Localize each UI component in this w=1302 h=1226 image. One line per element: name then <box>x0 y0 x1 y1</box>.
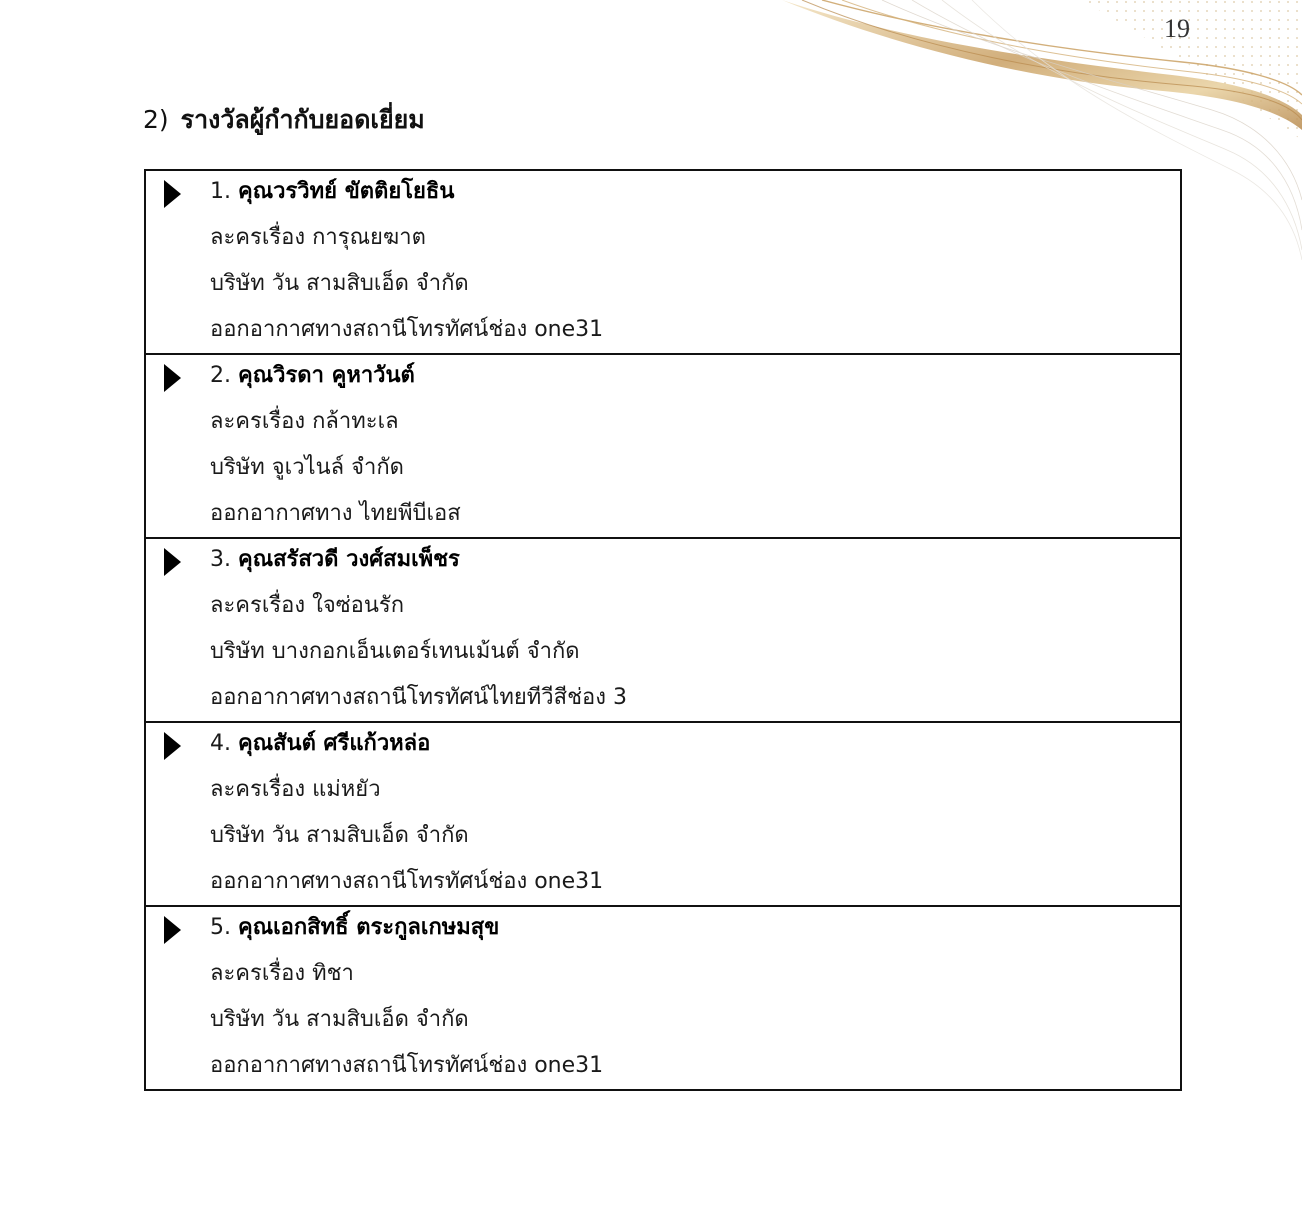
entry-index: 4. <box>210 731 231 756</box>
nominee-line <box>210 721 430 767</box>
production-company: บริษัท วัน สามสิบเอ็ด จำกัด <box>210 271 469 296</box>
bullet-arrow-icon <box>164 364 181 392</box>
director-name: คุณวิรดา คูหาวันต์ <box>238 363 415 388</box>
entry-index: 5. <box>210 915 231 940</box>
director-name: คุณสันต์ ศรีแก้วหล่อ <box>238 731 431 756</box>
award-entry-4 <box>146 721 1180 905</box>
nominee-line <box>210 537 460 583</box>
nominee-line <box>210 169 454 215</box>
bullet-arrow-icon <box>164 916 181 944</box>
entry-index: 3. <box>210 547 231 572</box>
broadcast-channel: ออกอากาศทางสถานีโทรทัศน์ช่อง one31 <box>210 1053 604 1078</box>
broadcast-channel: ออกอากาศทางสถานีโทรทัศน์ช่อง one31 <box>210 317 604 342</box>
production-company: บริษัท วัน สามสิบเอ็ด จำกัด <box>210 1007 469 1032</box>
broadcast-channel: ออกอากาศทางสถานีโทรทัศน์ช่อง one31 <box>210 869 604 894</box>
bullet-arrow-icon <box>164 548 181 576</box>
bullet-arrow-icon <box>164 180 181 208</box>
director-name: คุณเอกสิทธิ์ ตระกูลเกษมสุข <box>238 915 500 940</box>
drama-title: ละครเรื่อง กล้าทะเล <box>210 409 399 434</box>
section-number: 2) <box>143 105 169 134</box>
production-company: บริษัท บางกอกเอ็นเตอร์เทนเม้นต์ จำกัด <box>210 639 580 664</box>
section-title: รางวัลผู้กำกับยอดเยี่ยม <box>180 105 425 134</box>
drama-title: ละครเรื่อง ทิชา <box>210 961 354 986</box>
director-name: คุณวรวิทย์ ขัตติยโยธิน <box>238 179 455 204</box>
section-heading <box>143 100 425 140</box>
award-entry-1 <box>146 171 1180 353</box>
award-entry-3 <box>146 537 1180 721</box>
nominee-line <box>210 353 415 399</box>
drama-title: ละครเรื่อง การุณยฆาต <box>210 225 426 250</box>
award-entry-2 <box>146 353 1180 537</box>
drama-title: ละครเรื่อง ใจซ่อนรัก <box>210 593 405 618</box>
entry-index: 2. <box>210 363 231 388</box>
award-entry-5 <box>146 905 1180 1089</box>
broadcast-channel: ออกอากาศทาง ไทยพีบีเอส <box>210 501 461 526</box>
awards-table <box>144 169 1182 1091</box>
page-number: 19 <box>1164 14 1190 43</box>
broadcast-channel: ออกอากาศทางสถานีโทรทัศน์ไทยทีวีสีช่อง 3 <box>210 685 627 710</box>
nominee-line <box>210 905 499 951</box>
entry-index: 1. <box>210 179 231 204</box>
production-company: บริษัท วัน สามสิบเอ็ด จำกัด <box>210 823 469 848</box>
production-company: บริษัท จูเวไนล์ จำกัด <box>210 455 404 480</box>
director-name: คุณสรัสวดี วงศ์สมเพ็ชร <box>238 547 460 572</box>
drama-title: ละครเรื่อง แม่หยัว <box>210 777 381 802</box>
bullet-arrow-icon <box>164 732 181 760</box>
